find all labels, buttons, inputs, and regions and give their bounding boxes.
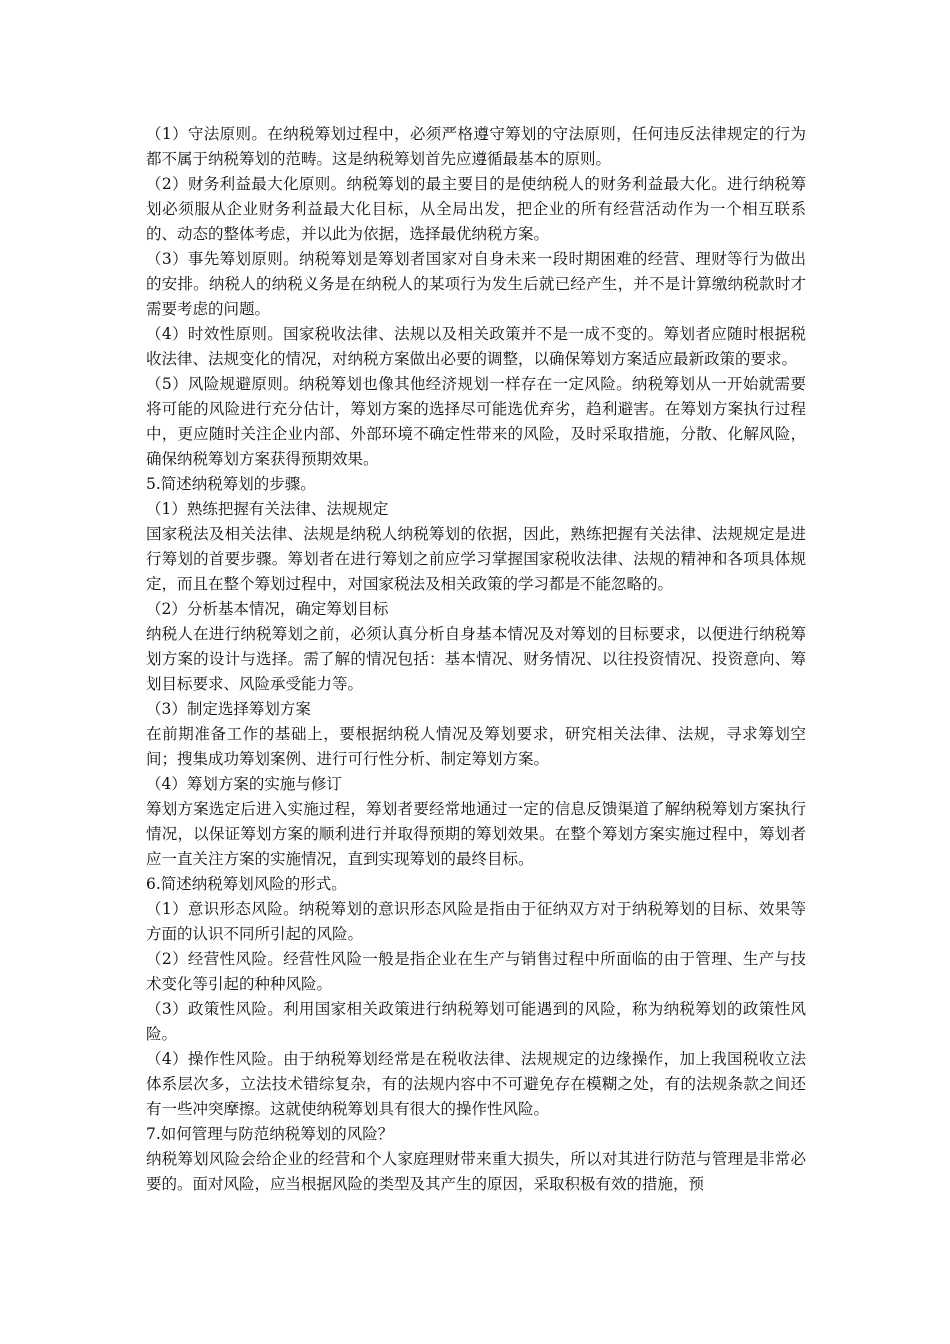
- risk-ideological: （1）意识形态风险。纳税筹划的意识形态风险是指由于征纳双方对于纳税筹划的目标、效果等方面的认识不同所引起的风险。: [146, 900, 806, 943]
- step-2-title: （2）分析基本情况，确定筹划目标: [146, 600, 389, 618]
- document-body: [146, 122, 806, 1197]
- step-3-body: 在前期准备工作的基础上，要根据纳税人情况及筹划要求，研究相关法律、法规，寻求筹划空间；搜集成功筹划案例、进行可行性分析、制定筹划方案。: [146, 725, 806, 768]
- question-6-heading: 6.简述纳税筹划风险的形式。: [146, 875, 347, 893]
- risk-operability: （4）操作性风险。由于纳税筹划经常是在税收法律、法规规定的边缘操作，加上我国税收立法体系层次多，立法技术错综复杂，有的法规内容中不可避免存在模糊之处，有的法规条款之间还有一些冲突摩擦。这就使纳税筹划具有很大的操作性风险。: [146, 1050, 806, 1118]
- step-1-body: 国家税法及相关法律、法规是纳税人纳税筹划的依据，因此，熟练把握有关法律、法规规定是进行筹划的首要步骤。筹划者在进行筹划之前应学习掌握国家税收法律、法规的精神和各项具体规定，而且在整个筹划过程中，对国家税法及相关政策的学习都是不能忽略的。: [146, 525, 806, 593]
- step-2-body: 纳税人在进行纳税筹划之前，必须认真分析自身基本情况及对筹划的目标要求，以便进行纳税筹划方案的设计与选择。需了解的情况包括：基本情况、财务情况、以往投资情况、投资意向、筹划目标要求、风险承受能力等。: [146, 625, 806, 693]
- principle-timeliness: （4）时效性原则。国家税收法律、法规以及相关政策并不是一成不变的。筹划者应随时根据税收法律、法规变化的情况，对纳税方案做出必要的调整，以确保筹划方案适应最新政策的要求。: [146, 325, 806, 368]
- principle-financial-benefit: （2）财务利益最大化原则。纳税筹划的最主要目的是使纳税人的财务利益最大化。进行纳税筹划必须服从企业财务利益最大化目标，从全局出发，把企业的所有经营活动作为一个相互联系的、动态的整体考虑，并以此为依据，选择最优纳税方案。: [146, 175, 806, 243]
- principle-advance-planning: （3）事先筹划原则。纳税筹划是筹划者国家对自身未来一段时期困难的经营、理财等行为做出的安排。纳税人的纳税义务是在纳税人的某项行为发生后就已经产生，并不是计算缴纳税款时才需要考虑的问题。: [146, 250, 806, 318]
- question-7-heading: 7.如何管理与防范纳税筹划的风险？: [146, 1125, 394, 1143]
- step-4-body: 筹划方案选定后进入实施过程，筹划者要经常地通过一定的信息反馈渠道了解纳税筹划方案执行情况，以保证筹划方案的顺利进行并取得预期的筹划效果。在整个筹划方案实施过程中，筹划者应一直关注方案的实施情况，直到实现筹划的最终目标。: [146, 800, 806, 868]
- risk-management-body: 纳税筹划风险会给企业的经营和个人家庭理财带来重大损失，所以对其进行防范与管理是非常必要的。面对风险，应当根据风险的类型及其产生的原因，采取积极有效的措施，预: [146, 1150, 806, 1193]
- risk-operational: （2）经营性风险。经营性风险一般是指企业在生产与销售过程中所面临的由于管理、生产与技术变化等引起的种种风险。: [146, 950, 806, 993]
- principle-legal: （1）守法原则。在纳税筹划过程中，必须严格遵守筹划的守法原则，任何违反法律规定的行为都不属于纳税筹划的范畴。这是纳税筹划首先应遵循最基本的原则。: [146, 125, 806, 168]
- step-1-title: （1）熟练把握有关法律、法规规定: [146, 500, 389, 518]
- question-5-heading: 5.简述纳税筹划的步骤。: [146, 475, 316, 493]
- step-3-title: （3）制定选择筹划方案: [146, 700, 311, 718]
- principle-risk-avoidance: （5）风险规避原则。纳税筹划也像其他经济规划一样存在一定风险。纳税筹划从一开始就需要将可能的风险进行充分估计，筹划方案的选择尽可能选优弃劣，趋利避害。在筹划方案执行过程中，更应随时关注企业内部、外部环境不确定性带来的风险，及时采取措施，分散、化解风险，确保纳税筹划方案获得预期效果。: [146, 375, 806, 468]
- risk-policy: （3）政策性风险。利用国家相关政策进行纳税筹划可能遇到的风险，称为纳税筹划的政策性风险。: [146, 1000, 806, 1043]
- step-4-title: （4）筹划方案的实施与修订: [146, 775, 342, 793]
